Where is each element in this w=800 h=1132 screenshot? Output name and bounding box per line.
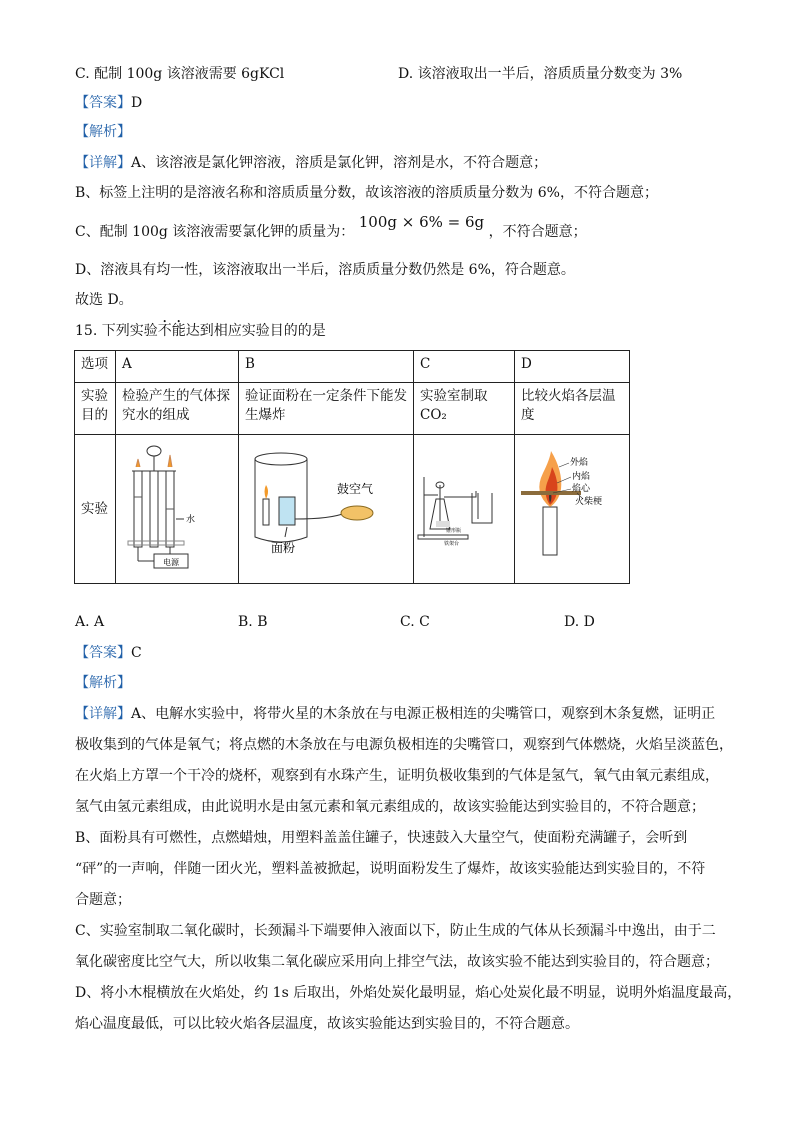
q15-table: [74, 350, 630, 584]
table-cell: 比较火焰各层温度: [515, 383, 630, 435]
detail-line: 合题意；: [75, 892, 131, 908]
q15-answer: [75, 643, 142, 663]
table-cell: 检验产生的气体探究水的组成: [116, 383, 239, 435]
q15-stem: [75, 321, 326, 341]
detail-tag: 【详解】: [75, 155, 131, 171]
detail-line: C、实验室制取二氧化碳时，长颈漏斗下端要伸入液面以下，防止生成的气体从长颈漏斗中逸出，由于二: [75, 923, 716, 939]
answer-value: D: [131, 95, 143, 111]
figure-dust-explosion: [239, 435, 414, 584]
detail-line: 氧化碳密度比空气大，所以收集二氧化碳应采用向上排空气法，故该实验不能达到实验目的，符合题意；: [75, 954, 719, 970]
electrolysis-diagram: [118, 437, 236, 575]
q15-analysis-tag: 【解析】: [75, 675, 131, 691]
q14-option-c: C. 配制 100g 该溶液需要 6gKCl: [75, 66, 285, 82]
label-matchstick: 火柴梗: [575, 497, 603, 507]
flame-diagram: [517, 437, 627, 575]
answer-tag: 【答案】: [75, 645, 131, 661]
detail-line: 极收集到的气体是氧气；将点燃的木条放在与电源负极相连的尖嘴管口，观察到气体燃烧，火焰呈淡蓝色，: [75, 737, 733, 753]
formula: 100g × 6% = 6g: [358, 213, 485, 231]
table-cell: D: [515, 351, 630, 383]
detail-tag: 【详解】: [75, 706, 131, 722]
detail-line: D、将小木棍横放在火焰处，约 1s 后取出，外焰处炭化最明显，焰心处炭化最不明显，说明外焰温度最高，: [75, 985, 742, 1001]
q14-analysis-tag: 【解析】: [75, 124, 131, 140]
table-cell: 实验: [75, 435, 116, 584]
label-flour: 面粉: [271, 541, 296, 555]
q14-detail-c: [75, 213, 587, 242]
figure-co2-preparation: [414, 435, 515, 584]
table-cell: 实验室制取 CO₂: [414, 383, 515, 435]
detail-c-prefix: C、配制 100g 该溶液需要氯化钾的质量为：: [75, 224, 355, 240]
label-blow-air: 鼓空气: [337, 482, 374, 496]
label-stand: 铁架台: [444, 541, 460, 547]
q14-option-d: D. 该溶液取出一半后，溶质质量分数变为 3%: [398, 66, 683, 82]
choice-a: A. A: [75, 614, 105, 630]
q14-conclusion: 故选 D。: [75, 292, 133, 308]
figure-flame-layers: [515, 435, 630, 584]
q14-detail-b: B、标签上注明的是溶液名称和溶质质量分数，故该溶液的溶质质量分数为 6%，不符合题意；: [75, 185, 658, 201]
detail-line: 在火焰上方罩一个干冷的烧杯，观察到有水珠产生，证明负极收集到的气体是氢气，氧气由氧元素组成，: [75, 768, 719, 784]
label-flame-core: 焰心: [572, 484, 591, 494]
label-outer-flame: 外焰: [570, 458, 589, 468]
detail-line: 【详解】A、电解水实验中，将带火星的木条放在与电源正极相连的尖嘴管口，观察到木条复燃，证明正: [75, 706, 716, 722]
emphasis-char: 能: [171, 323, 186, 339]
detail-line: 焰心温度最低，可以比较火焰各层温度，故该实验能达到实验目的，不符合题意。: [75, 1016, 579, 1032]
table-row: [75, 435, 630, 584]
label-water: 水: [186, 515, 196, 525]
table-cell: B: [239, 351, 414, 383]
q14-answer: [75, 93, 142, 113]
answer-tag: 【答案】: [75, 95, 131, 111]
table-cell: A: [116, 351, 239, 383]
q14-detail-a: [75, 153, 547, 173]
choice-d: D. D: [564, 614, 595, 630]
table-cell: 选项: [75, 351, 116, 383]
choice-c: C. C: [400, 614, 430, 630]
label-inner-flame: 内焰: [572, 472, 591, 482]
label-power: 电源: [163, 558, 179, 567]
table-cell: 实验目的: [75, 383, 116, 435]
q14-detail-d: D、溶液具有均一性，该溶液取出一半后，溶质质量分数仍然是 6%，符合题意。: [75, 262, 575, 278]
choice-b: B. B: [238, 614, 268, 630]
table-row: [75, 351, 630, 383]
stem-prefix: 15. 下列实验: [75, 323, 158, 339]
table-cell: C: [414, 351, 515, 383]
table-row: [75, 383, 630, 435]
detail-c-suffix: ，不符合题意；: [488, 224, 587, 240]
label-flask: 锥形瓶: [446, 528, 462, 534]
dust-explosion-diagram: [241, 437, 411, 575]
detail-line: “砰”的一声响，伴随一团火光，塑料盖被掀起，说明面粉发生了爆炸，故该实验能达到实验目的，不符: [75, 861, 706, 877]
detail-line: B、面粉具有可燃性，点燃蜡烛，用塑料盖盖住罐子，快速鼓入大量空气，使面粉充满罐子，会听到: [75, 830, 688, 846]
stem-suffix: 达到相应实验目的的是: [185, 323, 326, 339]
detail-text: A、该溶液是氯化钾溶液，溶质是氯化钾，溶剂是水，不符合题意；: [131, 155, 548, 171]
co2-preparation-diagram: [416, 437, 512, 575]
answer-value: C: [131, 645, 142, 661]
detail-line: 氢气由氢元素组成，由此说明水是由氢元素和氧元素组成的，故该实验能达到实验目的，不符合题意；: [75, 799, 705, 815]
table-cell: 验证面粉在一定条件下能发生爆炸: [239, 383, 414, 435]
figure-electrolysis: [116, 435, 239, 584]
emphasis-char: 不: [157, 323, 172, 339]
